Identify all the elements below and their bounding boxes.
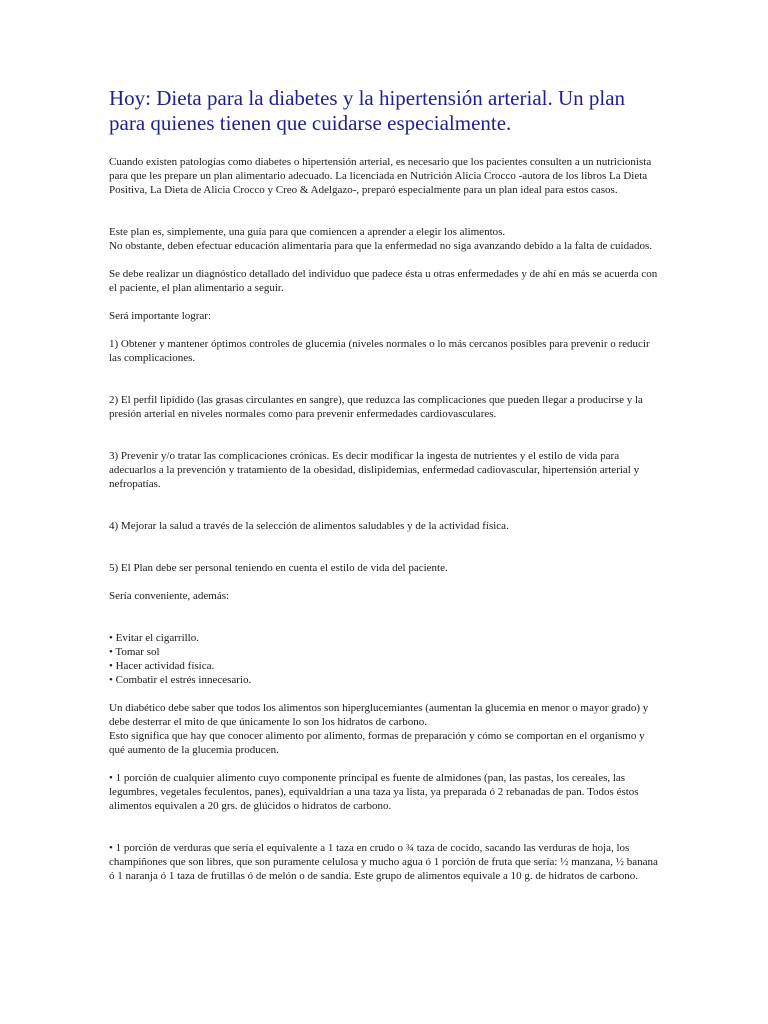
porcion-verduras-paragraph: • 1 porción de verduras que sería el equivalente a 1 taza en crudo o ¾ taza de cocido, sacando las verduras de hoja, los champiñones que son libres, que son puramente celulosa y mucho agua ó 1 porción de fruta que sería: ½ manzana, ½ banana ó 1 naranja ó 1 taza de frutillas ó de melón o de sandía. Este grupo de alimentos equivale a 10 g. de hidratos de carbono.: [109, 842, 658, 882]
spacer: [109, 197, 661, 225]
spacer: [109, 295, 661, 309]
document-title: Hoy: Dieta para la diabetes y la hipertensión arterial. Un plan para quienes tienen que cuidarse especialmente.: [109, 86, 626, 135]
spacer: [109, 253, 661, 267]
spacer: [109, 323, 661, 337]
spacer: [109, 533, 661, 561]
list-item: • Tomar sol: [109, 646, 160, 658]
spacer: [109, 421, 661, 449]
conveniente-heading: Sería conveniente, además:: [109, 590, 230, 602]
lograr-heading: Será importante lograr:: [109, 310, 212, 322]
spacer: [109, 365, 661, 393]
list-item: • Evitar el cigarrillo.: [109, 632, 199, 644]
document-page: [109, 86, 661, 883]
diabetico-paragraph-line1: Un diabético debe saber que todos los alimentos son hiperglucemiantes (aumentan la glucemia en menor o mayor grado) y debe desterrar el mito de que únicamente lo son los hidratos de carbono.: [109, 702, 649, 728]
goal-item: 2) El perfil lipídido (las grasas circulantes en sangre), que reduzca las complicaciones que pueden llegar a producirse y la presión arterial en niveles normales como para prevenir enfermedades cardiovasculares.: [109, 394, 643, 420]
spacer: [109, 757, 661, 771]
spacer: [109, 603, 661, 631]
list-item: • Hacer actividad física.: [109, 660, 215, 672]
plan-paragraph-line1: Este plan es, simplemente, una guía para que comiencen a aprender a elegir los alimentos.: [109, 226, 506, 238]
spacer: [109, 575, 661, 589]
list-item: • Combatir el estrés innecesario.: [109, 674, 252, 686]
spacer: [109, 813, 661, 841]
goal-item: 5) El Plan debe ser personal teniendo en cuenta el estilo de vida del paciente.: [109, 562, 448, 574]
goal-item: 1) Obtener y mantener óptimos controles de glucemia (niveles normales o lo más cercanos posibles para prevenir o reducir las complicaciones.: [109, 338, 650, 364]
goal-item: 3) Prevenir y/o tratar las complicaciones crónicas. Es decir modificar la ingesta de nutrientes y el estilo de vida para adecuarlos a la prevención y tratamiento de la obesidad, dislipidemias, enfermedad cadiovascular, hipertensión arterial y nefropatías.: [109, 450, 640, 490]
diabetico-paragraph-line2: Esto significa que hay que conocer alimento por alimento, formas de preparación y cómo se comportan en el organismo y qué aumento de la glucemia producen.: [109, 730, 645, 756]
diagnostico-paragraph: Se debe realizar un diagnóstico detallado del individuo que padece ésta u otras enfermedades y de ahí en más se acuerda con el paciente, el plan alimentario a seguir.: [109, 268, 658, 294]
plan-paragraph-line2: No obstante, deben efectuar educación alimentaria para que la enfermedad no siga avanzando debido a la falta de cuidados.: [109, 240, 653, 252]
porcion-almidones-paragraph: • 1 porción de cualquier alimento cuyo componente principal es fuente de almidones (pan, las pastas, los cereales, las legumbres, vegetales feculentos, panes), equivaldrían a una taza ya lista, ya preparada ó 2 rebanadas de pan. Todos éstos alimentos equivalen a 20 grs. de glúcidos o hidratos de carbono.: [109, 772, 639, 812]
recommendations-list: [109, 631, 661, 687]
spacer: [109, 687, 661, 701]
goal-item: 4) Mejorar la salud a través de la selección de alimentos saludables y de la actividad física.: [109, 520, 509, 532]
intro-paragraph: Cuando existen patologías como diabetes o hipertensión arterial, es necesario que los pacientes consulten a un nutricionista para que les prepare un plan alimentario adecuado. La licenciada en Nutrición Alicia Crocco -autora de los libros La Dieta Positiva, La Dieta de Alicia Crocco y Creo & Adelgazo-, preparó especialmente para un plan ideal para estos casos.: [109, 156, 652, 196]
spacer: [109, 491, 661, 519]
